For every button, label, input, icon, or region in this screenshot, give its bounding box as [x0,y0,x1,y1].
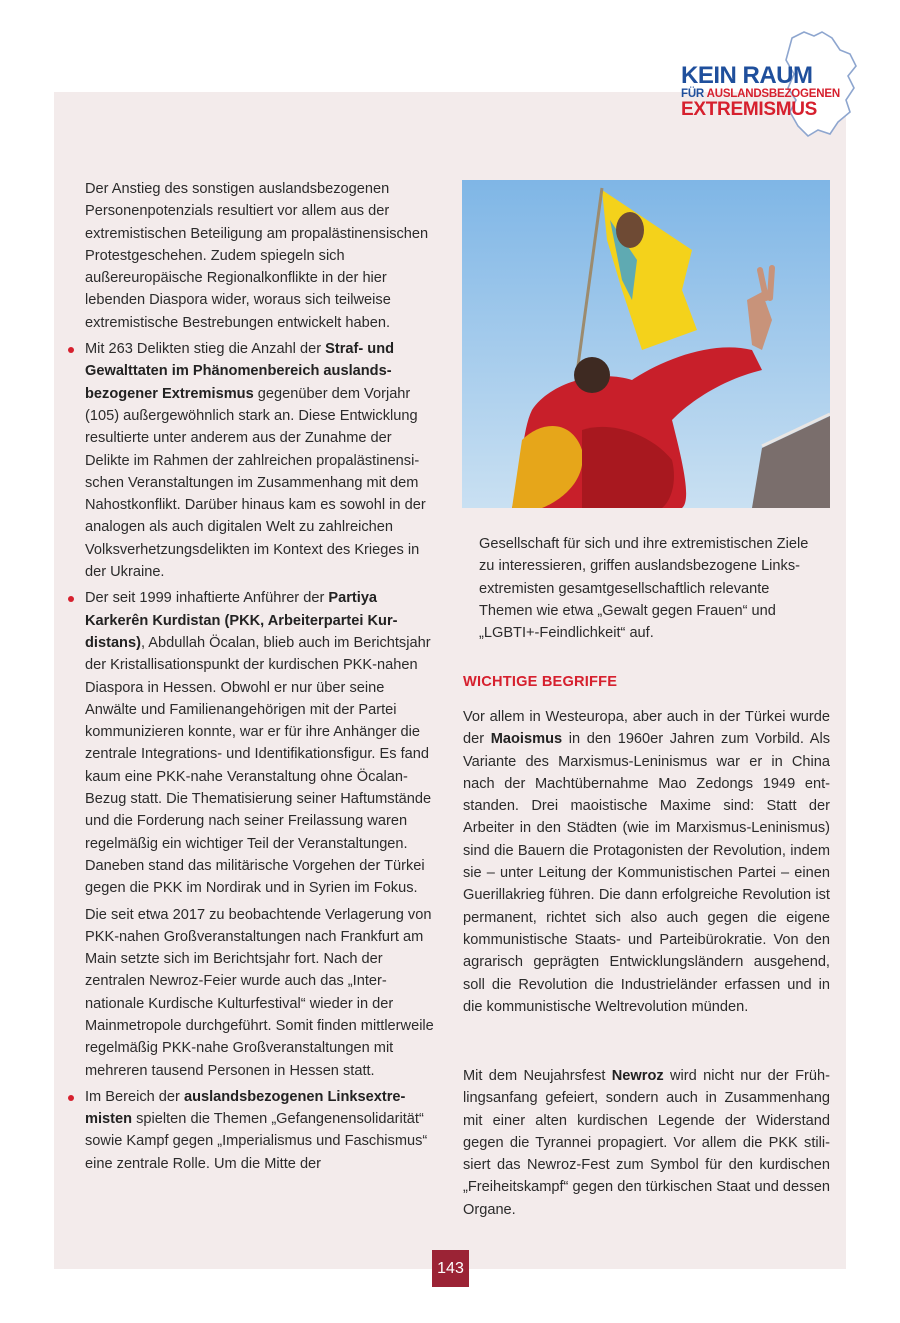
left-column [85,178,437,1175]
bullet-linksextremisten: Im Bereich der auslandsbezogenen Linksextremisten spielten die Themen „Gefangenensolidarität“ sowie Kampf gegen „Imperialismus und Faschismus“ eine zentrale Rolle. Um die Mitte der [85,1086,437,1175]
protest-photo [462,180,830,508]
kein-raum-logo [672,30,862,138]
right-continuation-paragraph: Gesellschaft für sich und ihre extremistischen Ziele zu interessieren, griffen auslandsbezogene Linksextremisten gesamtgesellschaftlich relevante Themen wie etwa „Gewalt gegen Frauen“ und „LGBTI+-Feindlichkeit“ auf. [479,536,809,642]
bullet-pkk: Der seit 1999 inhaftierte Anführer der Partiya Karkerên Kurdistan (PKK, Arbeiterpartei Kurdistans), Abdullah Öcalan, blieb auch im Berichtsjahr der Kristallisationspunkt der kurdischen PKK-nahen Diaspora in Hessen. Obwohl er nur über seine Anwälte und Familienangehörigen mit der Partei kommunizieren konnte, war er für ihre Anhänger die zentrale Integrations- und Identifikationsfigur. Es fand kaum eine PKK-nahe Veranstaltung ohne Öcalan-Bezug statt. Die Thematisierung seiner Haftumstände und die Forderung nach seiner Freilassung waren regelmäßig ein wichtiger Teil der Veranstaltungen. Daneben stand das militärische Vorgehen der Türkei gegen die PKK im Nordirak und in Syrien im Fokus. [85,587,437,899]
logo-line-1: KEIN RAUM [681,62,813,89]
logo-line-3: EXTREMISMUS [681,99,818,120]
bullet-dot-icon [68,1095,74,1101]
maoismus-paragraph: Vor allem in Westeuropa, aber auch in der Türkei wurde der Maoismus in den 1960er Jahren zum Vorbild. Als Variante des Marxismus-Leninismus war er in China nach der Machtübernahme Mao Zedongs 1949 entstanden. Drei maoistische Maxime sind: Statt der Arbeiter in den Städten (wie im Marxismus-Leninismus) sind die Bauern die Protagonisten der Revolution, indem sie – unter Leitung der Kommunistischen Partei – einen Guerillakrieg führen. Die dann erfolgreiche Revolution ist permanent, richtet sich also auch gegen die eigene kommunistische Staats- und Parteibürokratie. Von den agrarisch geprägten Entwicklungsländern ausgehend, soll die Revolution die Industrieländer erfassen und in die kommunistische Weltrevolution münden. [463,709,830,1015]
newroz-paragraph: Mit dem Neujahrsfest Newroz wird nicht nur der Frühlingsanfang gefeiert, sondern auch in Zusammenhang mit einer alten kurdischen Legende der Widerstand gegen die Tyrannei propagiert. Vor allem die PKK stilisiert das Newroz-Fest zum Symbol für den kurdischen „Freiheitskampf“ gegen den türkischen Staat und dessen Organe. [463,1068,830,1218]
intro-paragraph: Der Anstieg des sonstigen auslandsbezogenen Personenpotenzials resultiert vor allem aus der extremistischen Beteiligung am propalästinensischen Protestgeschehen. Zudem spiegeln sich außereuropäische Regionalkonflikte in der hier lebenden Diaspora wider, woraus sich teilweise extremistische Bestrebungen entwickelt haben. [85,181,429,331]
frankfurt-paragraph: Die seit etwa 2017 zu beobachtende Verlagerung von PKK-nahen Großveranstaltungen nach Frankfurt am Main setzte sich im Berichtsjahr fort. Nach der zentralen Newroz-Feier wurde auch das „Internationale Kurdische Kulturfestival“ wieder in der Mainmetropole durchgeführt. Somit finden mittlerweile regelmäßig PKK-nahe Großveranstaltungen mit mehreren tausend Personen in Hessen statt. [85,906,434,1079]
bullet-straftaten: Mit 263 Delikten stieg die Anzahl der Straf- und Gewalttaten im Phänomenbereich auslandsbezogener Extremismus gegenüber dem Vorjahr (105) außergewöhnlich stark an. Diese Entwicklung resultierte unter anderem aus der Zunahme der Delikte im Rahmen der zahlreichen propalästinensischen Veranstaltungen im Zusammenhang mit dem Nahostkonflikt. Darüber hinaus kam es sowohl in der analogen als auch digitalen Welt zu zahlreichen Volksverhetzungsdelikten im Kontext des Krieges in der Ukraine. [85,338,437,583]
logo-line-2: FÜR AUSLANDSBEZOGENEN [681,88,840,100]
page-number: 143 [432,1250,469,1287]
section-heading-wichtige-begriffe: WICHTIGE BEGRIFFE [463,674,618,690]
